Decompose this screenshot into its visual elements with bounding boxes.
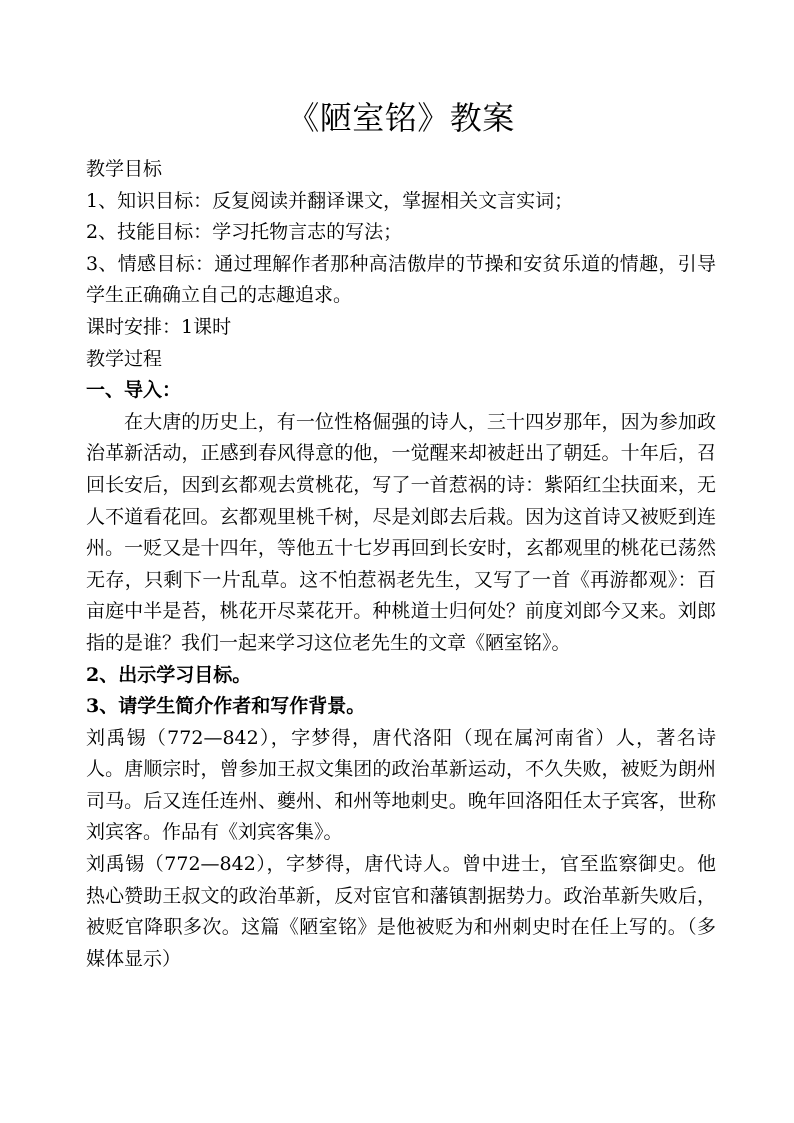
section-heading-goals: 教学目标 xyxy=(86,158,163,180)
class-schedule: 课时安排：1课时 xyxy=(86,315,232,338)
author-paragraph-2: 刘禹锡（772—842），字梦得，唐代诗人。曾中进士，官至监察御史。他热心赞助王叔文的政治革新，反对宦官和藩镇割据势力。政治革新失败后，被贬官降职多次。这篇《陋室铭》是他被贬为和州刺史时在任上写的。（多媒体显示） xyxy=(86,853,716,970)
step-author-background: 3、请学生简介作者和写作背景。 xyxy=(86,695,366,718)
intro-paragraph: 在大唐的历史上，有一位性格倔强的诗人，三十四岁那年，因为参加政治革新活动，正感到春风得意的他，一觉醒来却被赶出了朝廷。十年后，召回长安后，因到玄都观去赏桃花，写了一首惹祸的诗：紫陌红尘扶面来，无人不道看花回。玄都观里桃千树，尽是刘郎去后栽。因为这首诗又被贬到连州。一贬又是十四年，等他五十七岁再回到长安时，玄都观里的桃花已荡然无存，只剩下一片乱草。这不怕惹祸老先生，又写了一首《再游都观》：百亩庭中半是苔，桃花开尽菜花开。种桃道士归何处？前度刘郎今又来。刘郎指的是谁？我们一起来学习这位老先生的文章《陋室铭》。 xyxy=(86,410,716,654)
goal-emotion: 3、情感目标：通过理解作者那种高洁傲岸的节操和安贫乐道的情趣，引导学生正确确立自己的志趣追求。 xyxy=(86,252,716,307)
document-title: 《陋室铭》教案 xyxy=(287,99,515,137)
author-paragraph-1: 刘禹锡（772—842），字梦得，唐代洛阳（现在属河南省）人，著名诗人。唐顺宗时，曾参加王叔文集团的政治革新运动，不久失败，被贬为朗州司马。后又连任连州、夔州、和州等地刺史。晚年回洛阳任太子宾客，世称刘宾客。作品有《刘宾客集》。 xyxy=(86,726,716,844)
step-intro-heading: 一、导入： xyxy=(86,379,182,402)
goal-skill: 2、技能目标：学习托物言志的写法； xyxy=(86,221,403,244)
section-heading-process: 教学过程 xyxy=(86,347,163,370)
step-show-goals: 2、出示学习目标。 xyxy=(86,663,252,686)
goal-knowledge: 1、知识目标：反复阅读并翻译课文，掌握相关文言实词； xyxy=(86,189,574,212)
